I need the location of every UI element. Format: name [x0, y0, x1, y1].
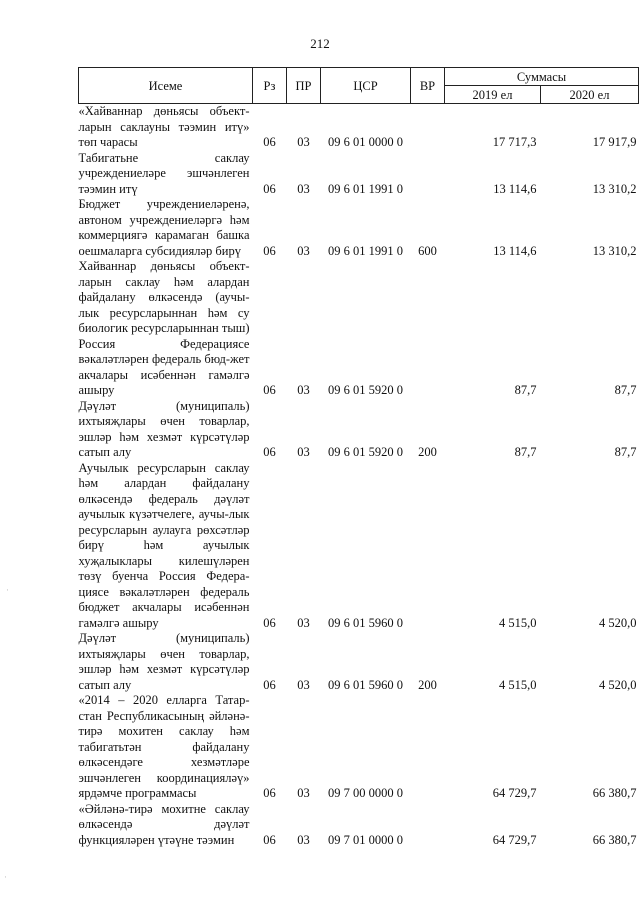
row-pr: 03: [297, 677, 310, 692]
row-name: Дәүләт (муниципаль) ихтыяҗлары өчен товарлар, эшләр һәм хезмәт күрсәтүләр сатып алу: [78, 631, 250, 692]
budget-table-wrapper: [78, 67, 638, 848]
row-rz: 06: [263, 677, 276, 692]
table-row: [79, 693, 639, 802]
row-name: Хайваннар дөньясы объект-ларын саклау һәм алардан файдалану өлкәсендә (аучы-лык ресурсларыннан һәм су биологик ресурсларыннан тыш) Россия Федерациясе вәкаләтләрен федераль бюд-жет акчалары исәбеннән гамәлгә ашыру: [78, 259, 250, 397]
row-sum-2019: 4 515,0: [499, 615, 537, 630]
row-name: «Әйләнә-тирә мохитне саклау өлкәсендә дәүләт функцияләрен үтәүне тәэмин: [78, 801, 250, 847]
row-sum-2020: 17 917,9: [592, 135, 637, 149]
header-csr: ЦСР: [321, 68, 411, 104]
row-pr: 03: [297, 383, 310, 397]
row-vr: 200: [418, 677, 437, 692]
row-vr: [411, 104, 445, 151]
header-name: Исеме: [79, 68, 253, 104]
row-sum-2019: 64 729,7: [492, 786, 537, 800]
table-row: [79, 399, 639, 461]
row-sum-2019: 13 114,6: [493, 243, 537, 258]
table-row: [79, 461, 639, 632]
row-csr: 09 6 01 1991 0: [328, 181, 403, 196]
header-pr: ПР: [287, 68, 321, 104]
row-csr: 09 6 01 5920 0: [328, 445, 403, 459]
row-sum-2019: 4 515,0: [499, 677, 537, 692]
row-csr: 09 7 00 0000 0: [328, 786, 403, 800]
row-name: Табигатьне саклау учреждениеләре эшчәнлеген тәэмин итү: [78, 150, 250, 196]
table-row: [79, 259, 639, 399]
table-row: [79, 802, 639, 849]
table-row: [79, 104, 639, 151]
header-rz: Рз: [253, 68, 287, 104]
row-sum-2020: 87,7: [614, 383, 637, 397]
row-sum-2019: 17 717,3: [492, 135, 537, 149]
row-rz: 06: [263, 832, 276, 847]
table-row: [79, 197, 639, 259]
row-name: Бюджет учреждениеләренә, автоном учреждениеләргә һәм коммерциягә карамаган башка оешмаларга субсидияләр бирү: [78, 197, 250, 258]
row-pr: 03: [297, 181, 310, 196]
row-pr: 03: [297, 243, 310, 258]
row-vr: 200: [418, 445, 437, 459]
table-header: [79, 68, 639, 104]
row-sum-2019: 87,7: [514, 445, 537, 459]
row-sum-2020: 13 310,2: [592, 243, 637, 258]
row-csr: 09 6 01 1991 0: [328, 243, 403, 258]
header-year-2019: 2019 ел: [445, 86, 541, 104]
row-sum-2020: 66 380,7: [592, 832, 637, 847]
row-csr: 09 6 01 5960 0: [328, 615, 403, 630]
row-vr: 600: [418, 243, 437, 258]
row-rz: 06: [263, 445, 276, 459]
row-rz: 06: [263, 383, 276, 397]
row-rz: 06: [263, 786, 276, 800]
page-number: 212: [310, 36, 330, 51]
header-vr: ВР: [411, 68, 445, 104]
row-sum-2019: 64 729,7: [492, 832, 537, 847]
row-sum-2020: 66 380,7: [592, 786, 637, 800]
row-rz: 06: [263, 181, 276, 196]
row-vr: [411, 259, 445, 399]
row-rz: 06: [263, 615, 276, 630]
row-sum-2020: 4 520,0: [599, 677, 637, 692]
row-pr: 03: [297, 786, 310, 800]
row-sum-2019: 13 114,6: [493, 181, 537, 196]
row-vr: [411, 461, 445, 632]
table-row: [79, 631, 639, 693]
row-pr: 03: [297, 832, 310, 847]
row-pr: 03: [297, 135, 310, 149]
row-rz: 06: [263, 135, 276, 149]
row-sum-2020: 4 520,0: [599, 615, 637, 630]
row-sum-2020: 87,7: [614, 445, 637, 459]
row-pr: 03: [297, 445, 310, 459]
header-year-2020: 2020 ел: [541, 86, 639, 104]
row-csr: 09 6 01 5960 0: [328, 677, 403, 692]
header-sums: Суммасы: [445, 68, 639, 86]
row-name: «2014 – 2020 елларга Татар-стан Республикасының әйләнә-тирә мохитен саклау һәм табигатьтән файдалану өлкәсендәге хезмәтләре эшчәнлеген координацияләү» ярдәмче программасы: [78, 693, 250, 800]
row-vr: [411, 802, 445, 849]
row-vr: [411, 151, 445, 198]
row-sum-2019: 87,7: [514, 383, 537, 397]
scan-speck: ·: [6, 585, 9, 595]
row-name: Аучылык ресурсларын саклау һәм алардан файдалану өлкәсендә федераль дәүләт аучылык күзәтчелеге, аучы-лык ресурсларын аулауга рөхсәтләр бирү һәм аучылык хуҗалыклары килешүләрен төзү буенча Россия Федера-циясе вәкаләтләрен федераль бюджет акчалары исәбеннән гамәлгә ашыру: [78, 460, 250, 630]
row-csr: 09 7 01 0000 0: [328, 832, 403, 847]
row-name: Дәүләт (муниципаль) ихтыяҗлары өчен товарлар, эшләр һәм хезмәт күрсәтүләр сатып алу: [78, 398, 250, 459]
row-pr: 03: [297, 615, 310, 630]
table-row: [79, 151, 639, 198]
table-body: [79, 104, 639, 849]
row-csr: 09 6 01 5920 0: [328, 383, 403, 397]
row-sum-2020: 13 310,2: [592, 181, 637, 196]
row-rz: 06: [263, 243, 276, 258]
row-vr: [411, 693, 445, 802]
budget-table: [78, 67, 639, 848]
scan-speck: ·: [4, 872, 7, 882]
row-csr: 09 6 01 0000 0: [328, 135, 403, 149]
row-name: «Хайваннар дөньясы объект-ларын саклауны тәэмин итү» төп чарасы: [78, 104, 250, 149]
